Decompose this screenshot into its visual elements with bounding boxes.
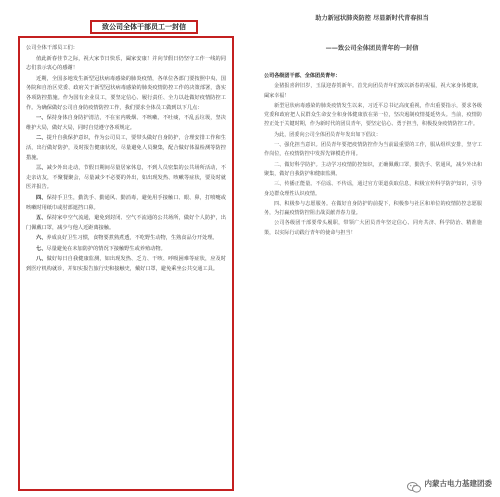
left-paragraph (26, 194, 226, 213)
paragraph-text: 做好每日自我健康监测，如出现发热、乏力、干咳、呼吸困难等症状，应及时到医疗机构就诊，并如实报告旅行史和接触史，戴好口罩，避免乘坐公共交通工具。 (26, 256, 226, 273)
right-document (250, 6, 496, 494)
paragraph-text: 近期，全国多地发生新型冠状病毒感染的肺炎疫情，各单位各部门要按照中央、国务院和自治区党委、政府关于新型冠状病毒感染的肺炎疫情防控工作的决策部署，落实各项防控措施。作为国有企业员工，要坚定信心、履行责任、全力以赴做好疫情防控工作。为确保做好公司自身防疫情防控工作，我们要求全体员工做到以下几点： (26, 75, 226, 111)
right-paragraph: 为此，团委向公司全体团员青年发出如下倡议： (274, 131, 381, 138)
paragraph-text: 减少外出走动，节假日期间尽量居家休息，不到人员密集的公共场所活动，不走亲访友，不聚餐聚会，尽量减少不必要的外出，如出现发热、咳嗽等症状，要及时就医并报告。 (26, 165, 226, 191)
left-paragraph (26, 114, 226, 133)
paragraph-text: 公司全体干部员工们： (26, 45, 78, 51)
right-paragraph: 新型冠状病毒感染的肺炎疫情发生以来，习近平总书记高度重视，作出重要指示，要求各级党委和政府把人民群众生命安全和身体健康放在第一位，坚决遏制疫情蔓延势头。当前，疫情防控正处于关键时期，作为新时代的团员青年，要坚定信心、勇于担当，积极投身疫情防控工作。 (264, 102, 482, 128)
left-paragraph (26, 44, 226, 54)
right-paragraph: 金猪报喜辞旧岁，玉鼠迎春贺新年。首先向团员青年们致以新春的祝福，祝大家身体健康，阖家幸福！ (264, 83, 482, 99)
right-paragraph: 公司各级团干部、全体团员青年： (264, 73, 341, 79)
right-paragraph: 一、强化担当意识。团员青年要把疫情防控作为当前最重要的工作，服从组织安排，坚守工作岗位，在疫情防控中发挥先锋模范作用。 (264, 142, 482, 158)
right-paragraph: 二、做好科学防护。主动学习疫情防控知识，正确佩戴口罩，勤洗手、常通风，减少外出和聚集，做好自我防护和健康监测。 (264, 161, 482, 177)
paragraph-number: 七、 (36, 245, 47, 252)
paragraph-number: 八、 (36, 256, 47, 263)
watermark-text: 内蒙古电力基建团委 (424, 478, 492, 488)
paragraph-number: 三、 (36, 165, 47, 172)
right-document-body (264, 72, 482, 490)
left-document-title: 致公司全体干部员工一封信 (90, 20, 198, 34)
watermark (407, 475, 493, 491)
right-paragraph: 四、积极参与志愿服务。在做好自身防护的前提下，积极参与社区和单位的疫情防控志愿服务，为打赢疫情防控阻击战贡献青春力量。 (264, 200, 482, 217)
right-document-title: 助力新冠状肺炎防控 尽显新时代青春担当 (315, 15, 429, 22)
left-document-frame (18, 36, 234, 491)
paragraph-text: 提升自我保护意识，作为公司员工，要带头做好自身防护，合理安排工作和生活，出行做好防护，及时报告健康状况，尽量避免人员聚集，配合做好体温检测等防控措施。 (26, 135, 226, 161)
right-paragraph: 三、传播正能量。不信谣、不传谣，通过官方渠道获取信息，积极宣传科学防护知识，引导身边群众理性认识疫情。 (264, 181, 482, 197)
paragraph-number: 四、 (36, 194, 47, 201)
paragraph-text: 保持家中空气流通，避免到封闭、空气不流通的公共场所，做好个人防护，出门佩戴口罩，减少与他人近距离接触。 (26, 215, 226, 231)
paragraph-text: 保持身体自身防护清洁，不在室内吸烟、不咳嗽、不吐痰，不乱丢垃圾，坚决维护大局，做好大局，同时自觉遵守各项规定。 (26, 115, 226, 131)
paragraph-text: 保持手卫生，勤洗手、勤通风、勤消毒，避免用手接触口、眼、鼻，打喷嚏或咳嗽时用纸巾或肘部遮挡口鼻。 (26, 194, 226, 211)
paragraph-number: 五、 (36, 215, 47, 222)
left-paragraph (26, 255, 226, 274)
left-paragraph (26, 164, 226, 193)
paragraph-number: 一、 (36, 115, 47, 122)
left-document (6, 6, 244, 494)
paragraph-text: 值此新春佳节之际，祝大家节日快乐，阖家安康！并向节假日仍坚守工作一线的同志们表示衷心的感谢！ (26, 55, 226, 72)
left-paragraph (26, 75, 226, 113)
paragraph-number: 二、 (36, 135, 47, 142)
left-paragraph (26, 134, 226, 163)
right-document-subtitle: ——致公司全体团员青年的一封信 (325, 45, 419, 52)
right-paragraph: 公司各级团干部要带头履职，带领广大团员青年坚定信心、同舟共济、科学防治、精准施策，以实际行动践行青年的使命与担当！ (264, 220, 482, 236)
left-paragraph (26, 245, 226, 255)
paragraph-text: 尽量避免在未加防护的情况下接触野生或养殖动物。 (46, 245, 166, 252)
wechat-icon (407, 478, 421, 489)
paragraph-text: 养成良好卫生习惯，食物要煮熟煮透，不吃野生动物，生熟食品分开处理。 (46, 235, 218, 242)
left-paragraph (26, 55, 226, 74)
paragraph-number: 六、 (36, 235, 47, 242)
left-paragraph (26, 214, 226, 233)
left-paragraph (26, 234, 226, 244)
